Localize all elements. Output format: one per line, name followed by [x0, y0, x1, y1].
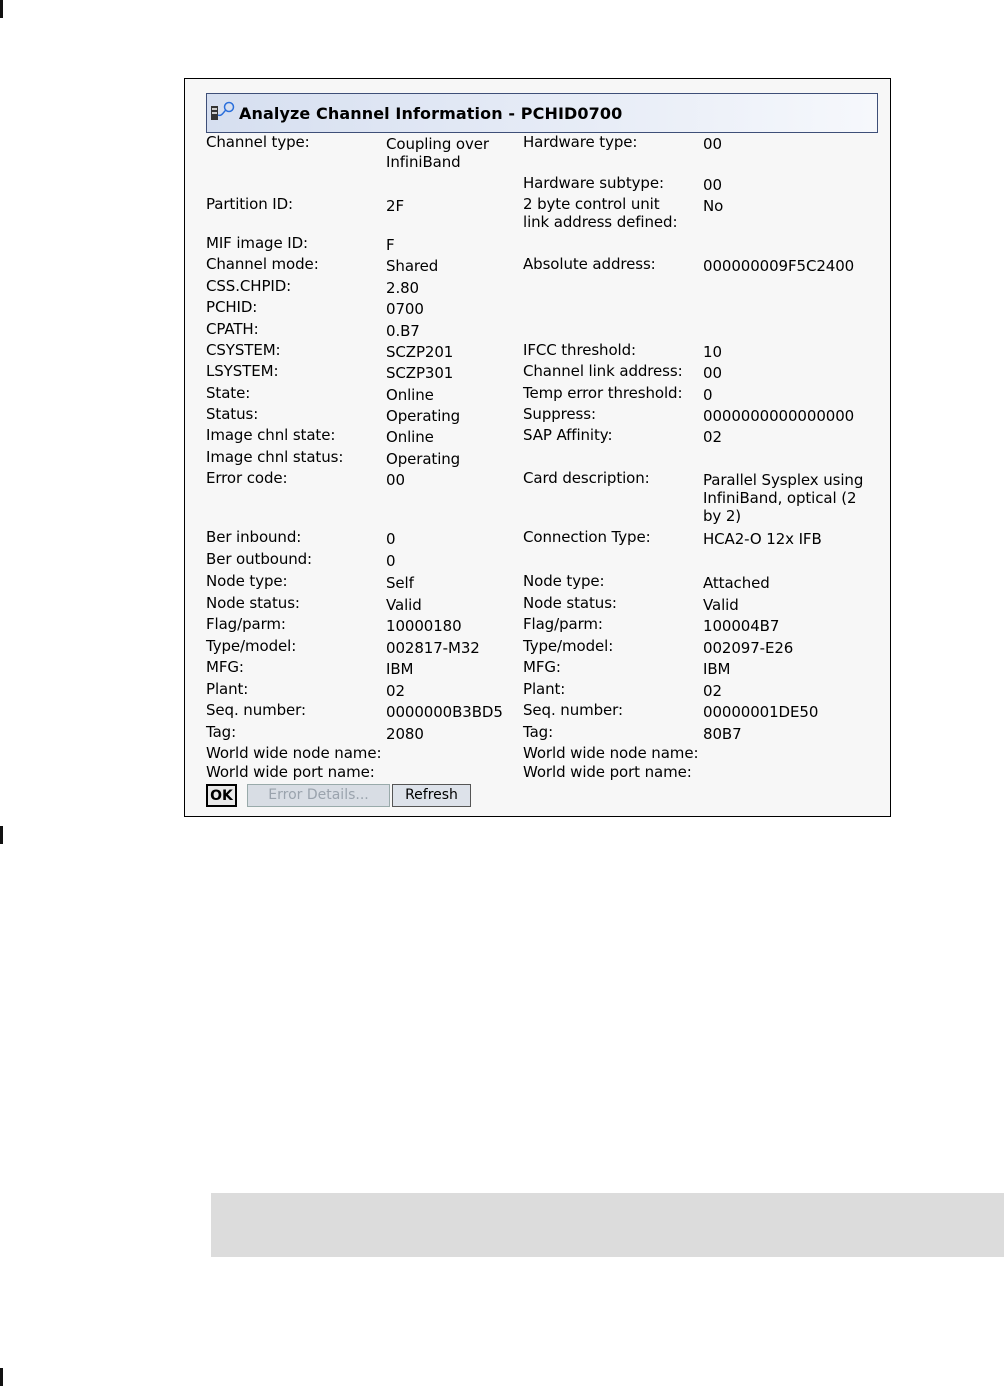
image-chnl-state-value: Online	[386, 428, 434, 446]
mfg-attached-label: MFG:	[523, 658, 561, 676]
plant-self-label: Plant:	[206, 680, 249, 698]
plant-attached-value: 02	[703, 682, 722, 700]
page-edge-mark	[0, 0, 3, 18]
error-code-value: 00	[386, 471, 405, 489]
node-status-attached-value: Valid	[703, 596, 739, 614]
mif-image-id-label: MIF image ID:	[206, 234, 308, 252]
csystem-value: SCZP201	[386, 343, 454, 361]
two-byte-cu-label: 2 byte control unit link address defined:	[523, 195, 678, 231]
channel-type-label: Channel type:	[206, 133, 310, 151]
lsystem-value: SCZP301	[386, 364, 454, 382]
channel-link-address-value: 00	[703, 364, 722, 382]
pchid-label: PCHID:	[206, 298, 258, 316]
hardware-subtype-label: Hardware subtype:	[523, 174, 664, 192]
ifcc-threshold-label: IFCC threshold:	[523, 341, 636, 359]
status-label: Status:	[206, 405, 259, 423]
image-chnl-status-label: Image chnl status:	[206, 448, 344, 466]
wwnn-self-label: World wide node name:	[206, 744, 382, 762]
node-type-attached-value: Attached	[703, 574, 770, 592]
flag-parm-self-label: Flag/parm:	[206, 615, 286, 633]
ber-inbound-label: Ber inbound:	[206, 528, 302, 546]
wwpn-attached-label: World wide port name:	[523, 763, 692, 781]
type-model-self-label: Type/model:	[206, 637, 297, 655]
plant-self-value: 02	[386, 682, 405, 700]
error-details-button[interactable]: Error Details...	[247, 784, 390, 807]
seq-number-attached-label: Seq. number:	[523, 701, 623, 719]
state-label: State:	[206, 384, 251, 402]
seq-number-self-label: Seq. number:	[206, 701, 306, 719]
csystem-label: CSYSTEM:	[206, 341, 281, 359]
page-edge-mark	[0, 1368, 3, 1386]
cpath-value: 0.B7	[386, 322, 420, 340]
flag-parm-self-value: 10000180	[386, 617, 462, 635]
card-description-value: Parallel Sysplex using InfiniBand, optical (2 by 2)	[703, 471, 864, 525]
seq-number-self-value: 0000000B3BD5	[386, 703, 503, 721]
card-description-label: Card description:	[523, 469, 650, 487]
node-type-attached-label: Node type:	[523, 572, 605, 590]
node-type-self-value: Self	[386, 574, 414, 592]
image-chnl-status-value: Operating	[386, 450, 461, 468]
node-status-self-value: Valid	[386, 596, 422, 614]
ok-button[interactable]: OK	[206, 784, 237, 807]
channel-link-address-label: Channel link address:	[523, 362, 683, 380]
channel-analyze-icon	[210, 101, 236, 125]
mfg-attached-value: IBM	[703, 660, 731, 678]
refresh-button[interactable]: Refresh	[392, 784, 471, 807]
analyze-channel-dialog	[184, 78, 891, 817]
channel-type-value: Coupling over InfiniBand	[386, 135, 489, 171]
mfg-self-label: MFG:	[206, 658, 244, 676]
plant-attached-label: Plant:	[523, 680, 566, 698]
connection-type-value: HCA2-O 12x IFB	[703, 530, 822, 548]
hardware-type-value: 00	[703, 135, 722, 153]
node-status-self-label: Node status:	[206, 594, 300, 612]
flag-parm-attached-label: Flag/parm:	[523, 615, 603, 633]
mfg-self-value: IBM	[386, 660, 414, 678]
partition-id-label: Partition ID:	[206, 195, 294, 213]
ber-outbound-label: Ber outbound:	[206, 550, 313, 568]
tag-self-label: Tag:	[206, 723, 237, 741]
css-chpid-value: 2.80	[386, 279, 419, 297]
sap-affinity-value: 02	[703, 428, 722, 446]
tag-attached-label: Tag:	[523, 723, 554, 741]
image-chnl-state-label: Image chnl state:	[206, 426, 336, 444]
css-chpid-label: CSS.CHPID:	[206, 277, 292, 295]
sap-affinity-label: SAP Affinity:	[523, 426, 613, 444]
tag-self-value: 2080	[386, 725, 424, 743]
temp-error-threshold-label: Temp error threshold:	[523, 384, 683, 402]
ifcc-threshold-value: 10	[703, 343, 722, 361]
seq-number-attached-value: 00000001DE50	[703, 703, 819, 721]
ber-outbound-value: 0	[386, 552, 396, 570]
connection-type-label: Connection Type:	[523, 528, 651, 546]
temp-error-threshold-value: 0	[703, 386, 713, 404]
page-edge-mark	[0, 826, 3, 844]
dialog-title-bar	[206, 93, 878, 133]
wwpn-self-label: World wide port name:	[206, 763, 375, 781]
absolute-address-value: 000000009F5C2400	[703, 257, 855, 275]
node-status-attached-label: Node status:	[523, 594, 617, 612]
suppress-label: Suppress:	[523, 405, 596, 423]
partition-id-value: 2F	[386, 197, 404, 215]
node-type-self-label: Node type:	[206, 572, 288, 590]
hardware-subtype-value: 00	[703, 176, 722, 194]
wwnn-attached-label: World wide node name:	[523, 744, 699, 762]
cpath-label: CPATH:	[206, 320, 259, 338]
state-value: Online	[386, 386, 434, 404]
status-value: Operating	[386, 407, 461, 425]
type-model-self-value: 002817-M32	[386, 639, 480, 657]
mif-image-id-value: F	[386, 236, 395, 254]
two-byte-cu-value: No	[703, 197, 724, 215]
flag-parm-attached-value: 100004B7	[703, 617, 780, 635]
absolute-address-label: Absolute address:	[523, 255, 656, 273]
ber-inbound-value: 0	[386, 530, 396, 548]
channel-mode-value: Shared	[386, 257, 439, 275]
lsystem-label: LSYSTEM:	[206, 362, 279, 380]
tag-attached-value: 80B7	[703, 725, 742, 743]
note-box	[211, 1193, 1004, 1257]
type-model-attached-value: 002097-E26	[703, 639, 794, 657]
error-code-label: Error code:	[206, 469, 288, 487]
hardware-type-label: Hardware type:	[523, 133, 638, 151]
type-model-attached-label: Type/model:	[523, 637, 614, 655]
suppress-value: 0000000000000000	[703, 407, 855, 425]
dialog-title: Analyze Channel Information - PCHID0700	[239, 103, 623, 123]
pchid-value: 0700	[386, 300, 424, 318]
channel-mode-label: Channel mode:	[206, 255, 319, 273]
